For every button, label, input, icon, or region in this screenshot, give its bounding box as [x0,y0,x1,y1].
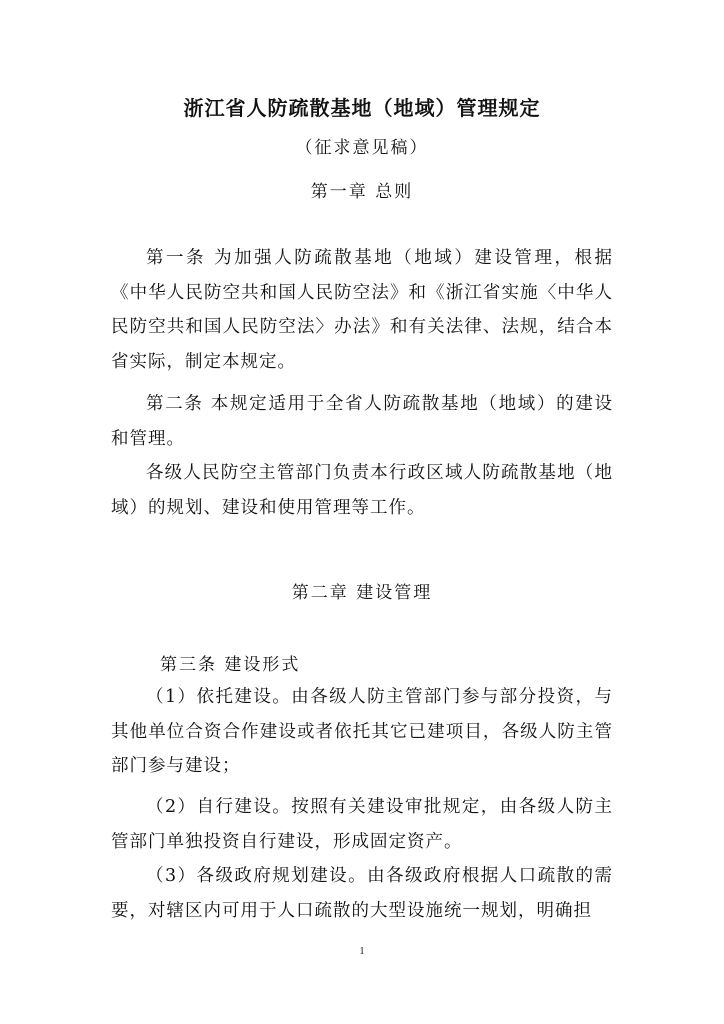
article-3-item-3: （3）各级政府规划建设。由各级政府根据人口疏散的需要，对辖区内可用于人口疏散的大型设施统一规划，明确担 [111,866,613,921]
page-number: 1 [359,946,365,957]
document-title: 浙江省人防疏散基地（地域）管理规定 [183,96,541,120]
chapter-1-heading: 第一章 总则 [310,182,414,202]
article-2: 第二条 本规定适用于全省人防疏散基地（地域）的建设和管理。 [111,394,613,449]
article-3-heading: 第三条 建设形式 [160,655,301,675]
article-1: 第一条 为加强人防疏散基地（地域）建设管理，根据《中华人民防空共和国人民防空法》和《浙江省实施〈中华人民防空共和国人民防空法〉办法》和有关法律、法规，结合本省实际，制定本规定。 [111,248,613,372]
article-2-paragraph-2: 各级人民防空主管部门负责本行政区域人防疏散基地（地域）的规划、建设和使用管理等工作。 [111,463,613,518]
article-3-item-1: （1）依托建设。由各级人防主管部门参与部分投资，与其他单位合资合作建设或者依托其它已建项目，各级人防主管部门参与建设； [111,687,613,776]
article-3-item-2: （2）自行建设。按照有关建设审批规定，由各级人防主管部门单独投资自行建设，形成固定资产。 [111,797,613,852]
chapter-2-heading: 第二章 建设管理 [291,583,433,603]
document-subtitle: （征求意见稿） [295,138,429,158]
